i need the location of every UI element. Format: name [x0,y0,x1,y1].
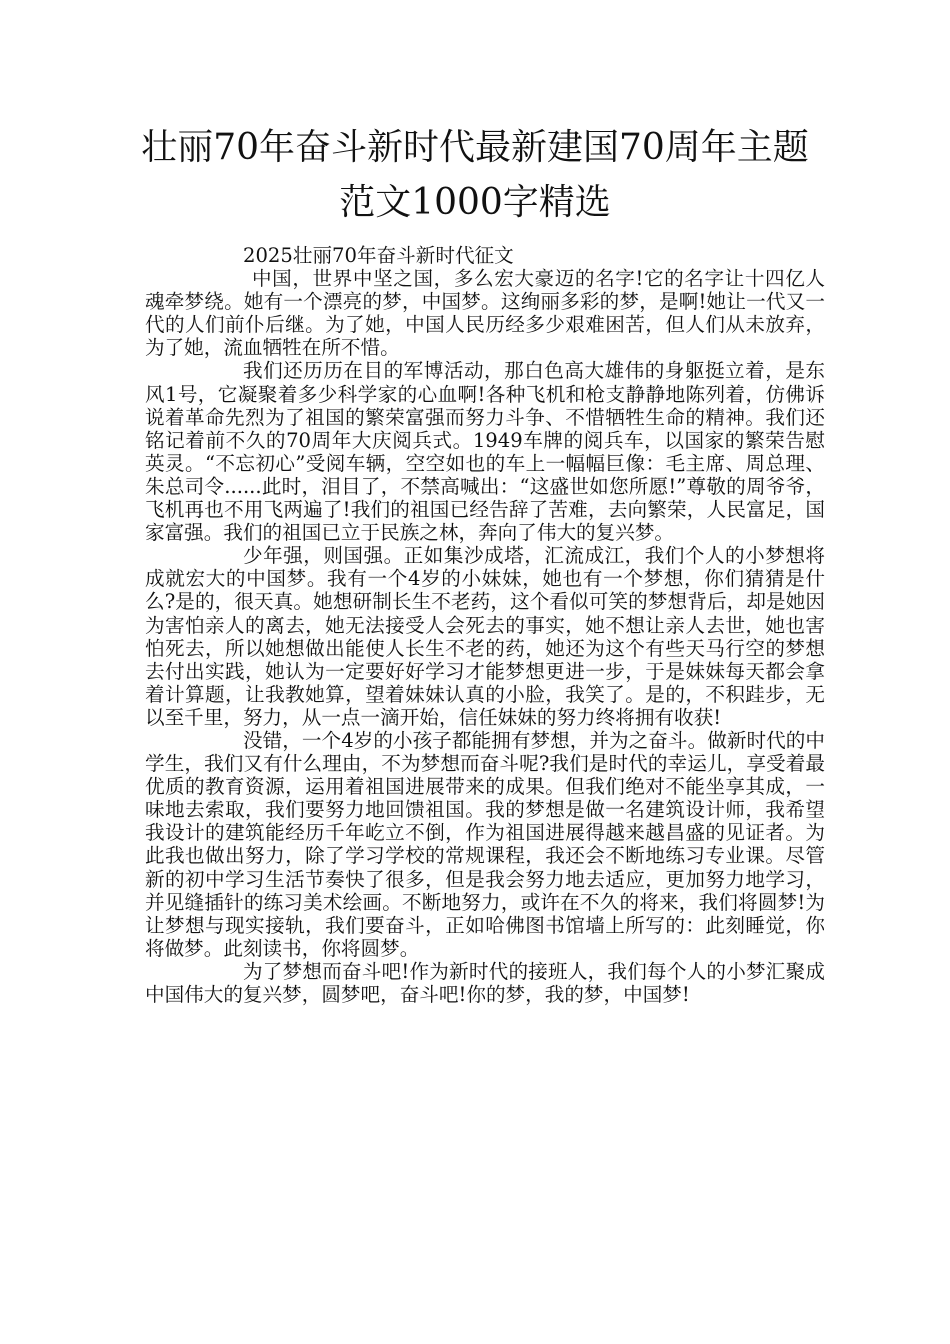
paragraph-3: 少年强，则国强。正如集沙成塔，汇流成江，我们个人的小梦想将成就宏大的中国梦。我有一个4岁的小妹妹，她也有一个梦想，你们猜猜是什么?是的，很天真。她想研制长生不老药，这个看似可笑的梦想背后，却是她因为害怕亲人的离去，她无法接受人会死去的事实，她不想让亲人去世，她也害怕死去，所以她想做出能使人长生不老的药，她还为这个有些天马行空的梦想去付出实践，她认为一定要好好学习才能梦想更进一步，于是妹妹每天都会拿着计算题，让我教她算，望着妹妹认真的小脸，我笑了。是的，不积跬步，无以至千里，努力，从一点一滴开始，信任妹妹的努力终将拥有收获! [145,544,825,729]
document-body [145,244,825,1006]
paragraph-5: 为了梦想而奋斗吧!作为新时代的接班人，我们每个人的小梦汇聚成中国伟大的复兴梦，圆梦吧，奋斗吧!你的梦，我的梦，中国梦! [145,959,825,1006]
paragraph-2: 我们还历历在目的军博活动，那白色高大雄伟的身躯挺立着，是东风1号，它凝聚着多少科学家的心血啊!各种飞机和枪支静静地陈列着，仿佛诉说着革命先烈为了祖国的繁荣富强而努力斗争、不惜牺牲生命的精神。我们还铭记着前不久的70周年大庆阅兵式。1949车牌的阅兵车，以国家的繁荣告慰英灵。“不忘初心”受阅车辆，空空如也的车上一幅幅巨像：毛主席、周总理、朱总司令......此时，泪目了，不禁高喊出：“这盛世如您所愿!”尊敬的周爷爷，飞机再也不用飞两遍了!我们的祖国已经告辞了苦难，去向繁荣，人民富足，国家富强。我们的祖国已立于民族之林，奔向了伟大的复兴梦。 [145,359,825,545]
document-title [120,120,830,230]
title-line-1: 壮丽70年奋斗新时代最新建国70周年主题 [141,127,809,168]
title-line-2: 范文1000字精选 [339,182,611,223]
essay-subtitle: 2025壮丽70年奋斗新时代征文 [243,244,514,267]
paragraph-4: 没错，一个4岁的小孩子都能拥有梦想，并为之奋斗。做新时代的中学生，我们又有什么理由，不为梦想而奋斗呢?我们是时代的幸运儿，享受着最优质的教育资源，运用着祖国进展带来的成果。但我们绝对不能坐享其成，一味地去索取，我们要努力地回馈祖国。我的梦想是做一名建筑设计师，我希望我设计的建筑能经历千年屹立不倒，作为祖国进展得越来越昌盛的见证者。为此我也做出努力，除了学习学校的常规课程，我还会不断地练习专业课。尽管新的初中学习生活节奏快了很多，但是我会努力地去适应，更加努力地学习，并见缝插针的练习美术绘画。不断地努力，或许在不久的将来，我们将圆梦!为让梦想与现实接轨，我们要奋斗，正如哈佛图书馆墙上所写的：此刻睡觉，你将做梦。此刻读书，你将圆梦。 [145,728,825,960]
paragraph-1: 中国，世界中坚之国，多么宏大豪迈的名字!它的名字让十四亿人魂牵梦绕。她有一个漂亮的梦，中国梦。这绚丽多彩的梦，是啊!她让一代又一代的人们前仆后继。为了她，中国人民历经多少艰难困苦，但人们从未放弃，为了她，流血牺牲在所不惜。 [145,267,825,360]
